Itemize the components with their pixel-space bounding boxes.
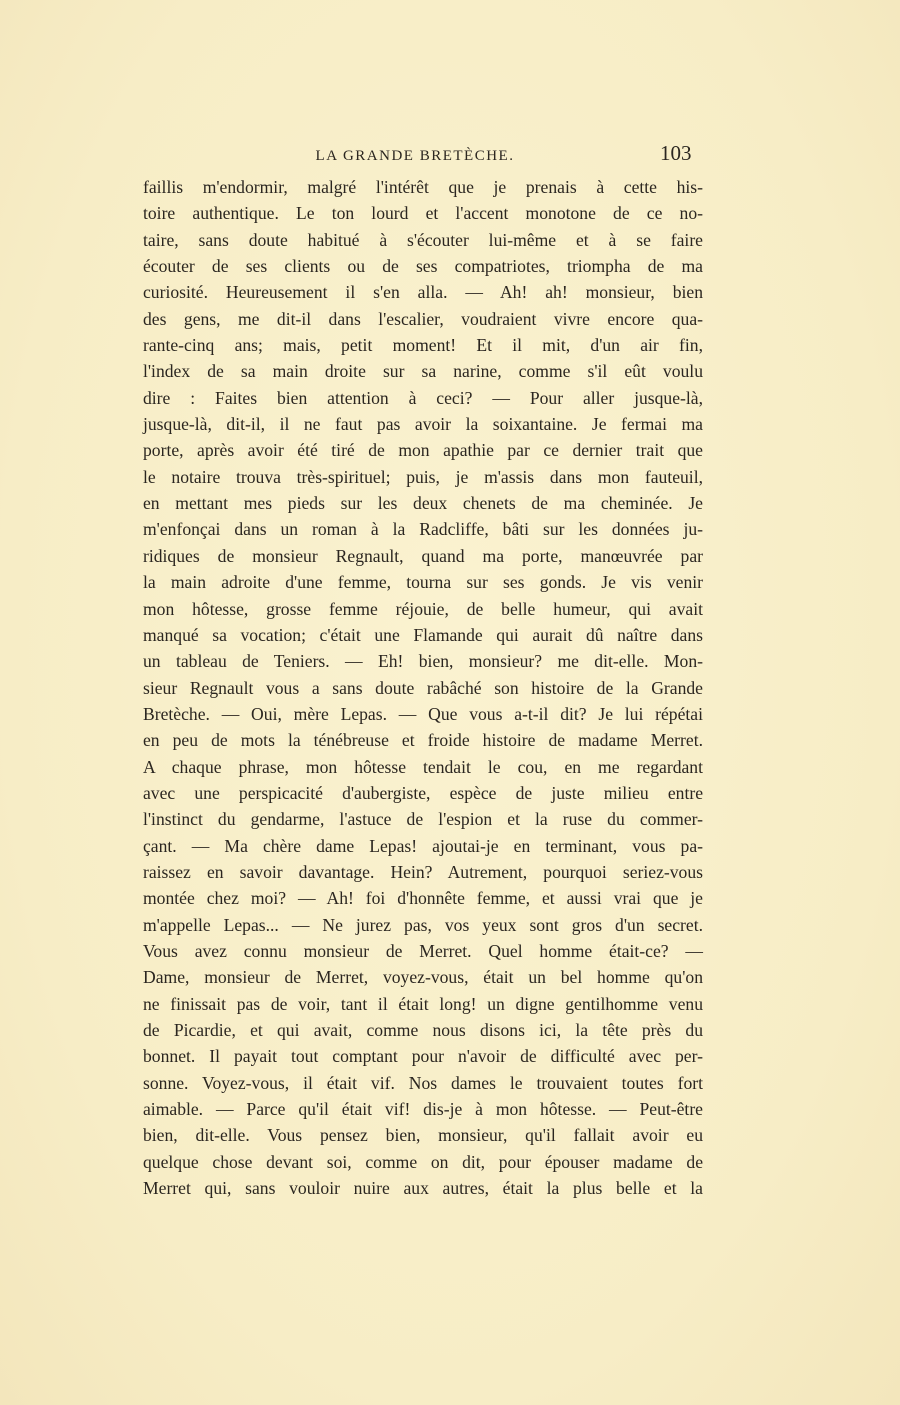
body-text (143, 174, 703, 1201)
text-line: toire authentique. Le ton lourd et l'accent monotone de ce no- (143, 203, 703, 224)
text-line: ridiques de monsieur Regnault, quand ma porte, manœuvrée par (143, 545, 703, 566)
text-line: jusque-là, dit-il, il ne faut pas avoir la soixantaine. Je fermai ma (143, 414, 703, 435)
text-line: quelque chose devant soi, comme on dit, pour épouser madame de (143, 1151, 703, 1172)
text-line: la main adroite d'une femme, tourna sur ses gonds. Je vis venir (143, 572, 703, 593)
text-line: Vous avez connu monsieur de Merret. Quel homme était-ce? — (143, 940, 703, 961)
text-line: sieur Regnault vous a sans doute rabâché son histoire de la Grande (143, 677, 703, 698)
text-line: m'appelle Lepas... — Ne jurez pas, vos yeux sont gros d'un secret. (143, 914, 703, 935)
text-line: m'enfonçai dans un roman à la Radcliffe, bâti sur les données ju- (143, 519, 703, 540)
text-line: Dame, monsieur de Merret, voyez-vous, était un bel homme qu'on (143, 967, 703, 988)
text-line: en mettant mes pieds sur les deux chenets de ma cheminée. Je (143, 493, 703, 514)
text-line: de Picardie, et qui avait, comme nous disons ici, la tête près du (143, 1020, 703, 1040)
text-line: le notaire trouva très-spirituel; puis, je m'assis dans mon fauteuil, (143, 466, 703, 487)
text-line: un tableau de Teniers. — Eh! bien, monsieur? me dit-elle. Mon- (143, 651, 703, 672)
text-line: çant. — Ma chère dame Lepas! ajoutai-je en terminant, vous pa- (143, 835, 703, 856)
text-line: rante-cinq ans; mais, petit moment! Et il mit, d'un air fin, (143, 335, 703, 356)
text-line: A chaque phrase, mon hôtesse tendait le cou, en me regardant (143, 756, 703, 777)
text-line: des gens, me dit-il dans l'escalier, voudraient vivre encore qua- (143, 308, 703, 329)
text-line: faillis m'endormir, malgré l'intérêt que je prenais à cette his- (143, 177, 703, 197)
text-line: ne finissait pas de voir, tant il était long! un digne gentilhomme venu (143, 993, 703, 1014)
text-line: taire, sans doute habitué à s'écouter lui-même et à se faire (143, 229, 703, 250)
text-line: porte, après avoir été tiré de mon apathie par ce dernier trait que (143, 440, 703, 461)
text-line: avec une perspicacité d'aubergiste, espèce de juste milieu entre (143, 782, 703, 803)
text-line: bien, dit-elle. Vous pensez bien, monsieur, qu'il fallait avoir eu (143, 1125, 703, 1146)
text-line: sonne. Voyez-vous, il était vif. Nos dames le trouvaient toutes fort (143, 1072, 703, 1093)
running-title: LA GRANDE BRETÈCHE. (315, 148, 515, 164)
text-line: curiosité. Heureusement il s'en alla. — Ah! ah! monsieur, bien (143, 282, 703, 303)
text-line: l'instinct du gendarme, l'astuce de l'espion et la ruse du commer- (143, 809, 703, 830)
text-line: en peu de mots la ténébreuse et froide histoire de madame Merret. (143, 730, 703, 751)
text-line: Merret qui, sans vouloir nuire aux autres, était la plus belle et la (143, 1178, 703, 1199)
text-line: montée chez moi? — Ah! foi d'honnête femme, et aussi vrai que je (143, 888, 703, 909)
text-line: bonnet. Il payait tout comptant pour n'avoir de difficulté avec per- (143, 1046, 703, 1067)
text-line: raissez en savoir davantage. Hein? Autrement, pourquoi seriez-vous (143, 861, 703, 882)
text-line: manqué sa vocation; c'était une Flamande qui aurait dû naître dans (143, 624, 703, 645)
page-number: 103 (660, 141, 692, 165)
text-line: l'index de sa main droite sur sa narine, comme s'il eût voulu (143, 361, 703, 382)
text-line: mon hôtesse, grosse femme réjouie, de belle humeur, qui avait (143, 598, 703, 619)
text-line: écouter de ses clients ou de ses compatriotes, triompha de ma (143, 256, 703, 277)
text-line: Bretèche. — Oui, mère Lepas. — Que vous a-t-il dit? Je lui répétai (143, 703, 703, 724)
text-line: dire : Faites bien attention à ceci? — Pour aller jusque-là, (143, 387, 703, 408)
text-line: aimable. — Parce qu'il était vif! dis-je à mon hôtesse. — Peut-être (143, 1099, 703, 1120)
